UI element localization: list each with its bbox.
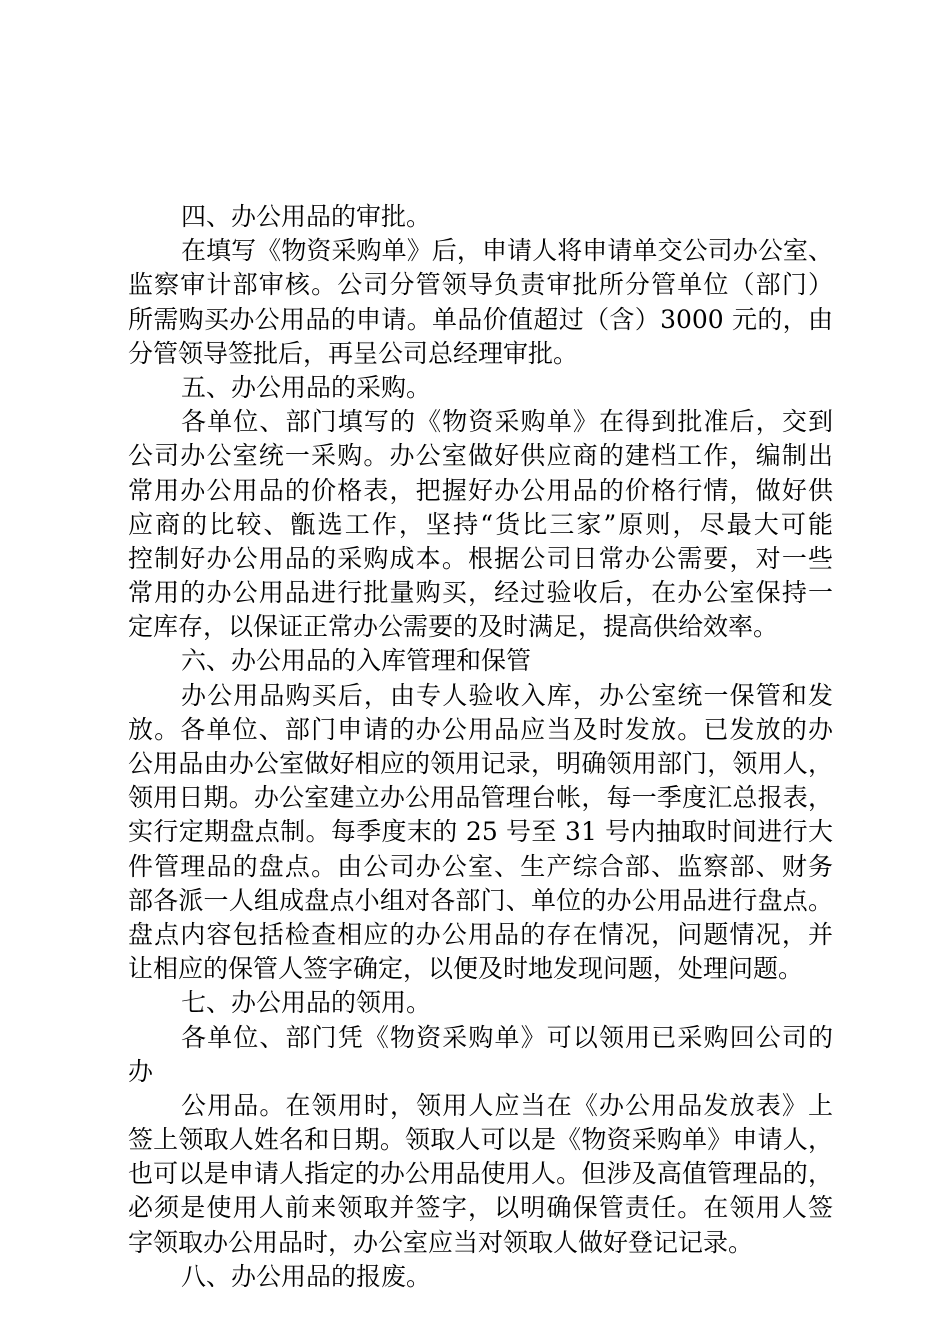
- paragraph-line: 公司办公室统一采购。办公室做好供应商的建档工作，编制出: [128, 441, 833, 471]
- paragraph-line: 监察审计部审核。公司分管领导负责审批所分管单位（部门）: [128, 270, 833, 300]
- paragraph-line: 常用的办公用品进行批量购买，经过验收后，在办公室保持一: [128, 578, 833, 608]
- paragraph-line: 件管理品的盘点。由公司办公室、生产综合部、监察部、财务: [128, 851, 833, 881]
- paragraph-line: 各单位、部门填写的《物资采购单》在得到批准后，交到: [181, 407, 833, 437]
- paragraph-line: 签上领取人姓名和日期。领取人可以是《物资采购单》申请人，: [128, 1125, 833, 1155]
- section-heading-5: 五、办公用品的采购。: [181, 372, 432, 402]
- paragraph-line: 放。各单位、部门申请的办公用品应当及时发放。已发放的办: [128, 714, 833, 744]
- paragraph-line: 让相应的保管人签字确定，以便及时地发现问题，处理问题。: [128, 954, 804, 984]
- paragraph-line: 办: [128, 1056, 154, 1086]
- paragraph-line: 所需购买办公用品的申请。单品价值超过（含）3000 元的，由: [128, 304, 833, 334]
- paragraph-line: 盘点内容包括检查相应的办公用品的存在情况，问题情况，并: [128, 919, 833, 949]
- section-heading-8: 八、办公用品的报废。: [181, 1261, 432, 1291]
- paragraph-line: 必须是使用人前来领取并签字，以明确保管责任。在领用人签: [128, 1193, 833, 1223]
- paragraph-line: 公用品。在领用时，领用人应当在《办公用品发放表》上: [181, 1090, 833, 1120]
- document-body: [128, 200, 833, 1294]
- paragraph-line: 公用品由办公室做好相应的领用记录，明确领用部门，领用人，: [128, 749, 833, 778]
- paragraph-line: 也可以是申请人指定的办公用品使用人。但涉及高值管理品的，: [128, 1159, 833, 1189]
- paragraph-line: 各单位、部门凭《物资采购单》可以领用已采购回公司的: [181, 1022, 833, 1052]
- paragraph-line: 领用日期。办公室建立办公用品管理台帐，每一季度汇总报表，: [128, 783, 833, 813]
- paragraph-line: 常用办公用品的价格表，把握好办公用品的价格行情，做好供: [128, 475, 833, 505]
- paragraph-line: 定库存，以保证正常办公需要的及时满足，提高供给效率。: [128, 612, 779, 642]
- section-heading-4: 四、办公用品的审批。: [181, 202, 432, 231]
- paragraph-line: 办公用品购买后，由专人验收入库，办公室统一保管和发: [181, 680, 833, 710]
- paragraph-line: 在填写《物资采购单》后，申请人将申请单交公司办公室、: [181, 236, 833, 266]
- paragraph-line: 分管领导签批后，再呈公司总经理审批。: [128, 338, 579, 368]
- section-heading-7: 七、办公用品的领用。: [181, 988, 432, 1018]
- paragraph-line: 部各派一人组成盘点小组对各部门、单位的办公用品进行盘点。: [128, 885, 833, 915]
- paragraph-line: 字领取办公用品时，办公室应当对领取人做好登记记录。: [128, 1227, 754, 1257]
- paragraph-line: 实行定期盘点制。每季度末的 25 号至 31 号内抽取时间进行大: [128, 817, 833, 847]
- section-heading-6: 六、办公用品的入库管理和保管: [181, 646, 532, 676]
- paragraph-line: 应商的比较、甑选工作，坚持“货比三家”原则，尽最大可能: [128, 509, 833, 539]
- paragraph-line: 控制好办公用品的采购成本。根据公司日常办公需要，对一些: [128, 543, 833, 573]
